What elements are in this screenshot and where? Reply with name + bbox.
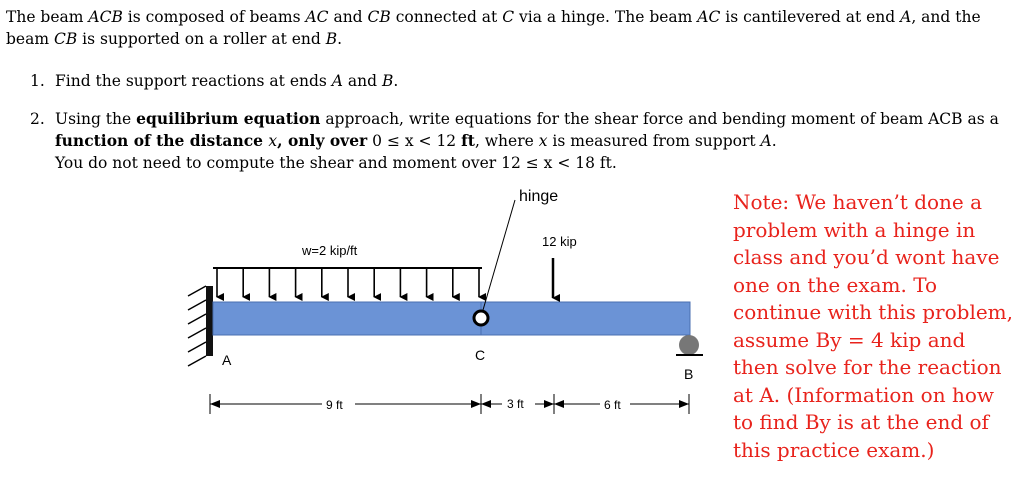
point-load-label: 12 kip xyxy=(542,234,577,249)
fixed-support-hatch xyxy=(188,286,206,366)
hinge-label: hinge xyxy=(519,188,559,205)
question-1-text: Find the support reactions at ends A and B. xyxy=(55,72,399,90)
instructor-note: Note: We haven’t done a problem with a hinge in class and you’d wont have one on the exam. To continue with this problem, assume By = 4 kip and then solve for the reaction at A. (Information on how to find By is at the end of this practice exam.) xyxy=(733,190,1013,462)
dimension-3ft: 3 ft xyxy=(507,397,524,411)
dimension-6ft: 6 ft xyxy=(604,398,621,412)
question-1-number: 1. xyxy=(30,72,45,90)
hinge-leader-line xyxy=(483,200,515,310)
question-2-text: Using the equilibrium equation approach, write equations for the shear force and bending moment of beam ACB as a function of the distance x, only over 0 ≤ x < 12 ft, where x is measured from support A. You do not need to compute the shear and moment over 12 ≤ x < 18 ft. xyxy=(55,109,999,172)
label-b: B xyxy=(684,366,694,382)
distributed-load-arrows xyxy=(217,269,479,297)
fixed-support-wall xyxy=(206,286,213,356)
distributed-load-label: w=2 kip/ft xyxy=(302,243,358,258)
dimension-9ft: 9 ft xyxy=(326,398,343,412)
question-2-number: 2. xyxy=(30,110,45,128)
roller-support xyxy=(679,335,699,355)
label-a: A xyxy=(222,352,232,368)
hinge-symbol xyxy=(474,311,488,325)
label-c: C xyxy=(475,347,486,363)
beam-ac xyxy=(213,302,481,335)
problem-intro: The beam ACB is composed of beams AC and CB connected at C via a hinge. The beam AC is cantilevered at end A, and the beam CB is supported on a roller at end B. xyxy=(6,8,981,48)
beam-cb xyxy=(481,302,690,335)
